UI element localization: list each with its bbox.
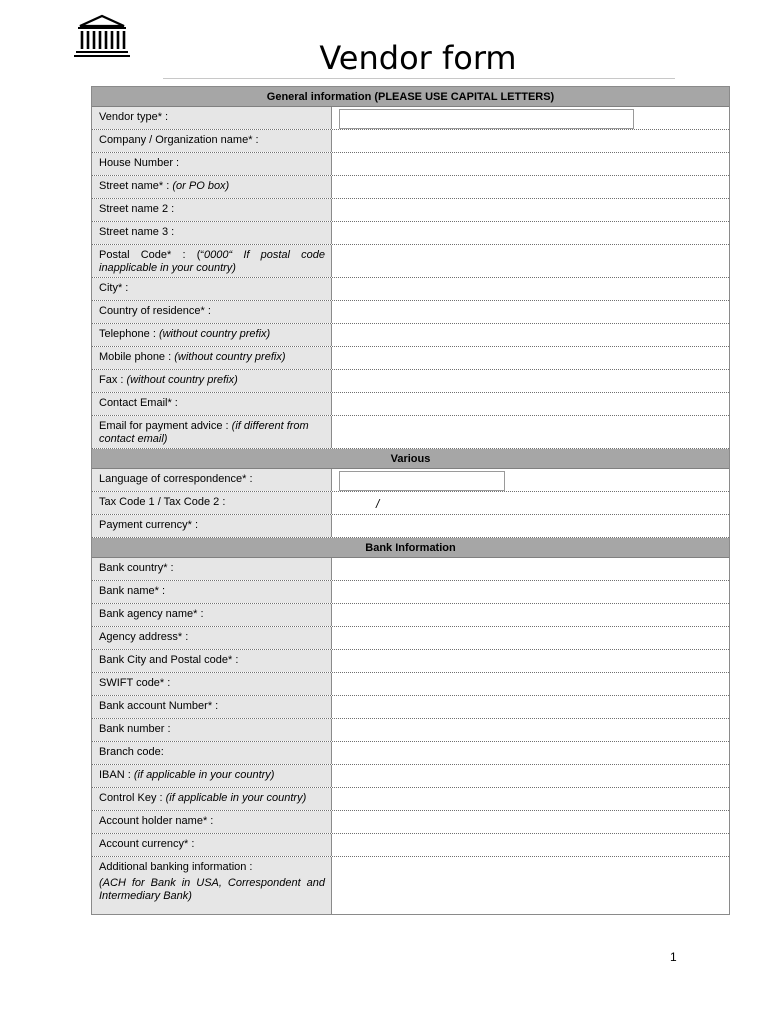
account-currency-field[interactable] <box>332 834 729 856</box>
field-label-container <box>92 765 332 787</box>
unesco-logo <box>72 14 132 58</box>
mobile-phone-field[interactable] <box>332 347 729 369</box>
field-label-container <box>92 416 332 448</box>
bank-number-field[interactable] <box>332 719 729 741</box>
field-label: Account holder name* : <box>92 811 332 833</box>
language-cell <box>332 469 729 491</box>
field-label: Additional banking information : <box>99 861 253 873</box>
title-rule <box>163 78 675 79</box>
row-street-name <box>92 176 729 199</box>
field-label: Street name* : <box>99 180 173 192</box>
row-language <box>92 469 729 492</box>
field-note: (without country prefix) <box>158 328 271 340</box>
field-label: City* : <box>92 278 332 300</box>
agency-address-field[interactable] <box>332 627 729 649</box>
field-note: (without country prefix) <box>126 374 238 386</box>
field-label: Bank number : <box>92 719 332 741</box>
page-title: Vendor form <box>319 39 517 77</box>
field-label-container <box>92 370 332 392</box>
additional-banking-info-field[interactable] <box>332 857 729 914</box>
row-account-currency <box>92 834 729 857</box>
telephone-field[interactable] <box>332 324 729 346</box>
row-tax-code <box>92 492 729 515</box>
row-bank-agency-name <box>92 604 729 627</box>
field-label: Contact Email* : <box>92 393 332 415</box>
vendor-type-cell <box>332 107 729 129</box>
field-label: Tax Code 1 / Tax Code 2 : <box>92 492 332 514</box>
field-label-container <box>92 857 332 914</box>
row-telephone <box>92 324 729 347</box>
row-bank-account-number <box>92 696 729 719</box>
row-bank-name <box>92 581 729 604</box>
fax-field[interactable] <box>332 370 729 392</box>
field-label-container <box>92 245 332 277</box>
page-number: 1 <box>670 950 677 964</box>
row-house-number <box>92 153 729 176</box>
field-note: (if applicable in your country) <box>133 769 275 781</box>
field-label: Postal Code* : (“ <box>99 249 205 261</box>
field-label-container <box>92 176 332 198</box>
row-control-key <box>92 788 729 811</box>
field-note: (if different from contact email) <box>99 420 309 445</box>
field-label: Email for payment advice : <box>99 420 232 432</box>
row-bank-number <box>92 719 729 742</box>
section-various: Various <box>92 449 729 469</box>
field-label: House Number : <box>92 153 332 175</box>
tax-code-separator: / <box>376 497 380 511</box>
field-label: SWIFT code* : <box>92 673 332 695</box>
control-key-field[interactable] <box>332 788 729 810</box>
row-mobile-phone <box>92 347 729 370</box>
field-label-container <box>92 324 332 346</box>
section-bank-information: Bank Information <box>92 538 729 558</box>
tax-code-field[interactable] <box>332 492 729 514</box>
field-label: IBAN : <box>99 769 134 781</box>
row-city <box>92 278 729 301</box>
company-name-field[interactable] <box>332 130 729 152</box>
field-label: Branch code: <box>92 742 332 764</box>
field-note: (or PO box) <box>172 180 230 192</box>
field-label: Vendor type* : <box>92 107 332 129</box>
street-name-3-field[interactable] <box>332 222 729 244</box>
field-label: Payment currency* : <box>92 515 332 537</box>
field-label: Fax : <box>99 374 127 386</box>
row-account-holder-name <box>92 811 729 834</box>
field-label: Mobile phone : <box>99 351 175 363</box>
row-bank-country <box>92 558 729 581</box>
row-bank-city-postal <box>92 650 729 673</box>
row-company-name <box>92 130 729 153</box>
field-label-container <box>92 788 332 810</box>
row-branch-code <box>92 742 729 765</box>
field-label: Country of residence* : <box>92 301 332 323</box>
field-label: Street name 2 : <box>92 199 332 221</box>
field-label: Bank agency name* : <box>92 604 332 626</box>
field-note: (if applicable in your country) <box>165 792 307 804</box>
field-label: Bank country* : <box>92 558 332 580</box>
field-note: 0000“ If postal code inapplicable in your country) <box>99 249 326 274</box>
street-name-field[interactable] <box>332 176 729 198</box>
row-fax <box>92 370 729 393</box>
row-postal-code <box>92 245 729 278</box>
vendor-type-input[interactable] <box>339 109 634 129</box>
field-note: (ACH for Bank in USA, Correspondent and Intermediary Bank) <box>99 877 325 902</box>
field-label: Bank account Number* : <box>92 696 332 718</box>
vendor-form-table <box>91 86 730 915</box>
city-field[interactable] <box>332 278 729 300</box>
row-vendor-type <box>92 107 729 130</box>
row-street-name-3 <box>92 222 729 245</box>
row-agency-address <box>92 627 729 650</box>
field-note: (without country prefix) <box>174 351 286 363</box>
country-of-residence-field[interactable] <box>332 301 729 323</box>
branch-code-field[interactable] <box>332 742 729 764</box>
field-label: Bank City and Postal code* : <box>92 650 332 672</box>
field-label: Telephone : <box>99 328 159 340</box>
language-input[interactable] <box>339 471 505 491</box>
row-country-of-residence <box>92 301 729 324</box>
bank-account-number-field[interactable] <box>332 696 729 718</box>
bank-name-field[interactable] <box>332 581 729 603</box>
section-general-information: General information (PLEASE USE CAPITAL LETTERS) <box>92 87 729 107</box>
field-label: Language of correspondence* : <box>92 469 332 491</box>
field-label: Account currency* : <box>92 834 332 856</box>
field-label: Agency address* : <box>92 627 332 649</box>
row-swift-code <box>92 673 729 696</box>
house-number-field[interactable] <box>332 153 729 175</box>
field-label: Control Key : <box>99 792 166 804</box>
field-label: Company / Organization name* : <box>92 130 332 152</box>
bank-country-field[interactable] <box>332 558 729 580</box>
row-iban <box>92 765 729 788</box>
row-contact-email <box>92 393 729 416</box>
swift-code-field[interactable] <box>332 673 729 695</box>
postal-code-field[interactable] <box>332 245 729 277</box>
field-label-container <box>92 347 332 369</box>
bank-agency-name-field[interactable] <box>332 604 729 626</box>
field-label: Bank name* : <box>92 581 332 603</box>
row-additional-banking-info <box>92 857 729 914</box>
iban-field[interactable] <box>332 765 729 787</box>
row-payment-advice-email <box>92 416 729 449</box>
bank-city-postal-field[interactable] <box>332 650 729 672</box>
field-label: Street name 3 : <box>92 222 332 244</box>
row-payment-currency <box>92 515 729 538</box>
contact-email-field[interactable] <box>332 393 729 415</box>
street-name-2-field[interactable] <box>332 199 729 221</box>
payment-currency-field[interactable] <box>332 515 729 537</box>
payment-advice-email-field[interactable] <box>332 416 729 448</box>
row-street-name-2 <box>92 199 729 222</box>
account-holder-name-field[interactable] <box>332 811 729 833</box>
